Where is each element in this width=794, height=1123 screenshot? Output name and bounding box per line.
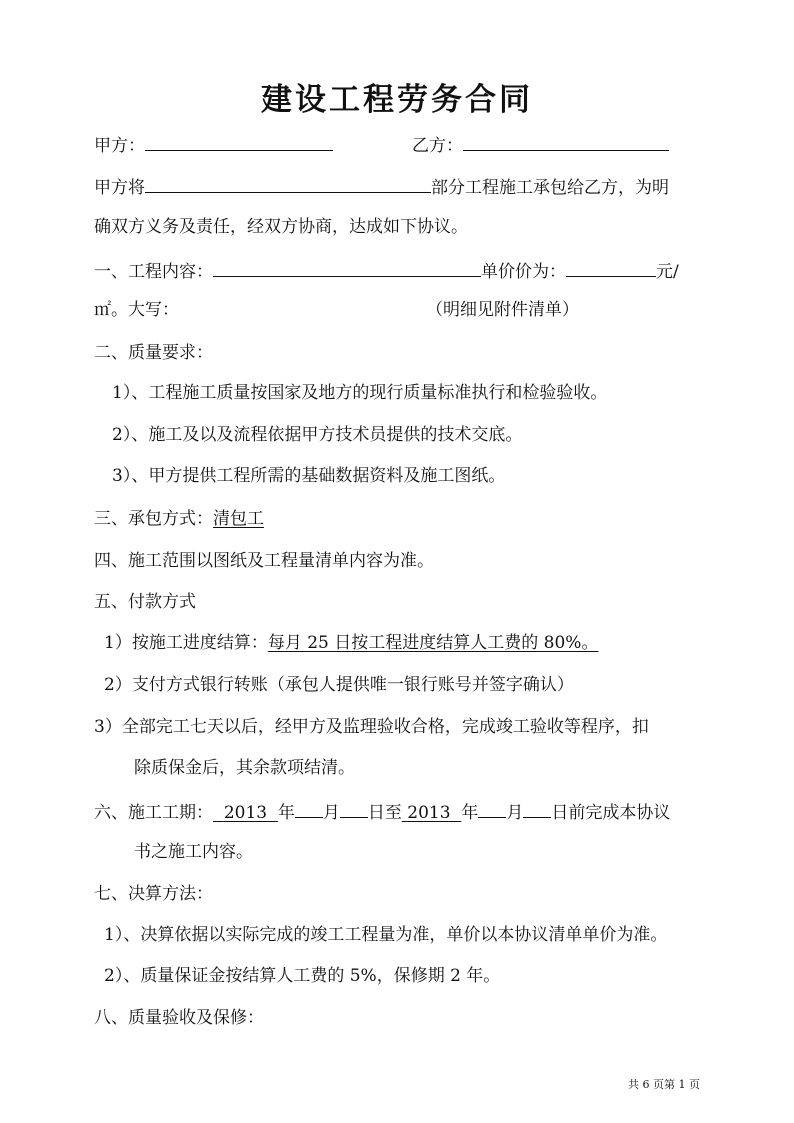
start-year-value[interactable] — [213, 803, 278, 823]
start-month-field[interactable] — [295, 799, 323, 818]
section1-line-1 — [94, 258, 679, 284]
party-b-label: 乙方： — [412, 136, 463, 156]
start-month-char: 月 — [322, 803, 340, 823]
section5-item-3-line-1: 3）全部完工七天以后，经甲方及监理验收合格，完成竣工验收等程序，扣 — [94, 717, 649, 737]
payment-progress-value: 每月 25 日按工程进度结算人工费的 80%。 — [267, 633, 599, 653]
work-content-label: 一、工程内容： — [94, 262, 213, 282]
section8-heading: 八、质量验收及保修： — [94, 1008, 264, 1028]
schedule-label: 六、施工工期： — [94, 803, 213, 823]
section5-item-2: 2）支付方式银行转账（承包人提供唯一银行账号并签字确认） — [104, 675, 574, 695]
unit-price-label: 单价价为： — [481, 262, 566, 282]
end-year-value[interactable] — [402, 803, 461, 823]
end-year-text: 2013 — [407, 803, 451, 823]
section2-item-3: 3）、甲方提供工程所需的基础数据资料及施工图纸。 — [112, 466, 506, 486]
section7-item-1: 1）、决算依据以实际完成的竣工工程量为准，单价以本协议清单单价为准。 — [104, 925, 668, 945]
party-a-label: 甲方： — [94, 136, 145, 156]
section3-line — [94, 507, 264, 531]
section7-heading: 七、决算方法： — [94, 884, 213, 904]
section6-line-2: 书之施工内容。 — [134, 842, 253, 862]
project-scope-field[interactable] — [145, 174, 431, 193]
section5-heading: 五、付款方式 — [94, 592, 196, 612]
unit-price-unit: 元/ — [656, 262, 679, 282]
party-a-row — [94, 132, 333, 158]
section1-line-2-note: （明细见附件清单） — [426, 300, 579, 320]
schedule-tail: 日前完成本协议 — [551, 803, 671, 823]
section5-item-3-line-2: 除质保金后，其余款项结清。 — [134, 758, 355, 778]
contract-title: 建设工程劳务合同 — [261, 82, 533, 118]
end-day-field[interactable] — [523, 799, 551, 818]
end-month-field[interactable] — [478, 799, 506, 818]
section7-item-2: 2）、质量保证金按结算人工费的 5%，保修期 2 年。 — [104, 966, 501, 986]
contract-mode-value: 清包工 — [213, 509, 264, 529]
section2-item-2: 2）、施工及以及流程依据甲方技术员提供的技术交底。 — [112, 425, 523, 445]
day-to-text: 日至 — [367, 803, 402, 823]
section5-item-1 — [104, 631, 610, 655]
payment-progress-label: 1）按施工进度结算： — [104, 633, 268, 653]
party-a-field[interactable] — [145, 132, 333, 151]
end-year-char: 年 — [461, 803, 479, 823]
party-b-field[interactable] — [463, 132, 669, 151]
section2-heading: 二、质量要求： — [94, 343, 213, 363]
start-year-char: 年 — [277, 803, 295, 823]
work-content-field[interactable] — [213, 258, 481, 277]
intro-prefix: 甲方将 — [94, 178, 145, 198]
intro-suffix: 部分工程施工承包给乙方，为明 — [431, 178, 669, 198]
section6-line-1 — [94, 799, 670, 825]
section4-line: 四、施工范围以图纸及工程量清单内容为准。 — [94, 551, 434, 571]
start-day-field[interactable] — [340, 799, 368, 818]
section2-item-1: 1）、工程施工质量按国家及地方的现行质量标准执行和检验验收。 — [112, 383, 608, 403]
end-month-char: 月 — [506, 803, 524, 823]
intro-line-1 — [94, 174, 669, 200]
page-number: 共 6 页第 1 页 — [628, 1078, 700, 1091]
party-b-row — [412, 132, 669, 158]
start-year-text: 2013 — [223, 803, 268, 823]
intro-line-2: 确双方义务及责任，经双方协商，达成如下协议。 — [94, 217, 468, 237]
contract-mode-label: 三、承包方式： — [94, 509, 213, 529]
unit-price-field[interactable] — [566, 258, 656, 277]
section1-line-2-prefix: ㎡。大写： — [94, 300, 179, 320]
